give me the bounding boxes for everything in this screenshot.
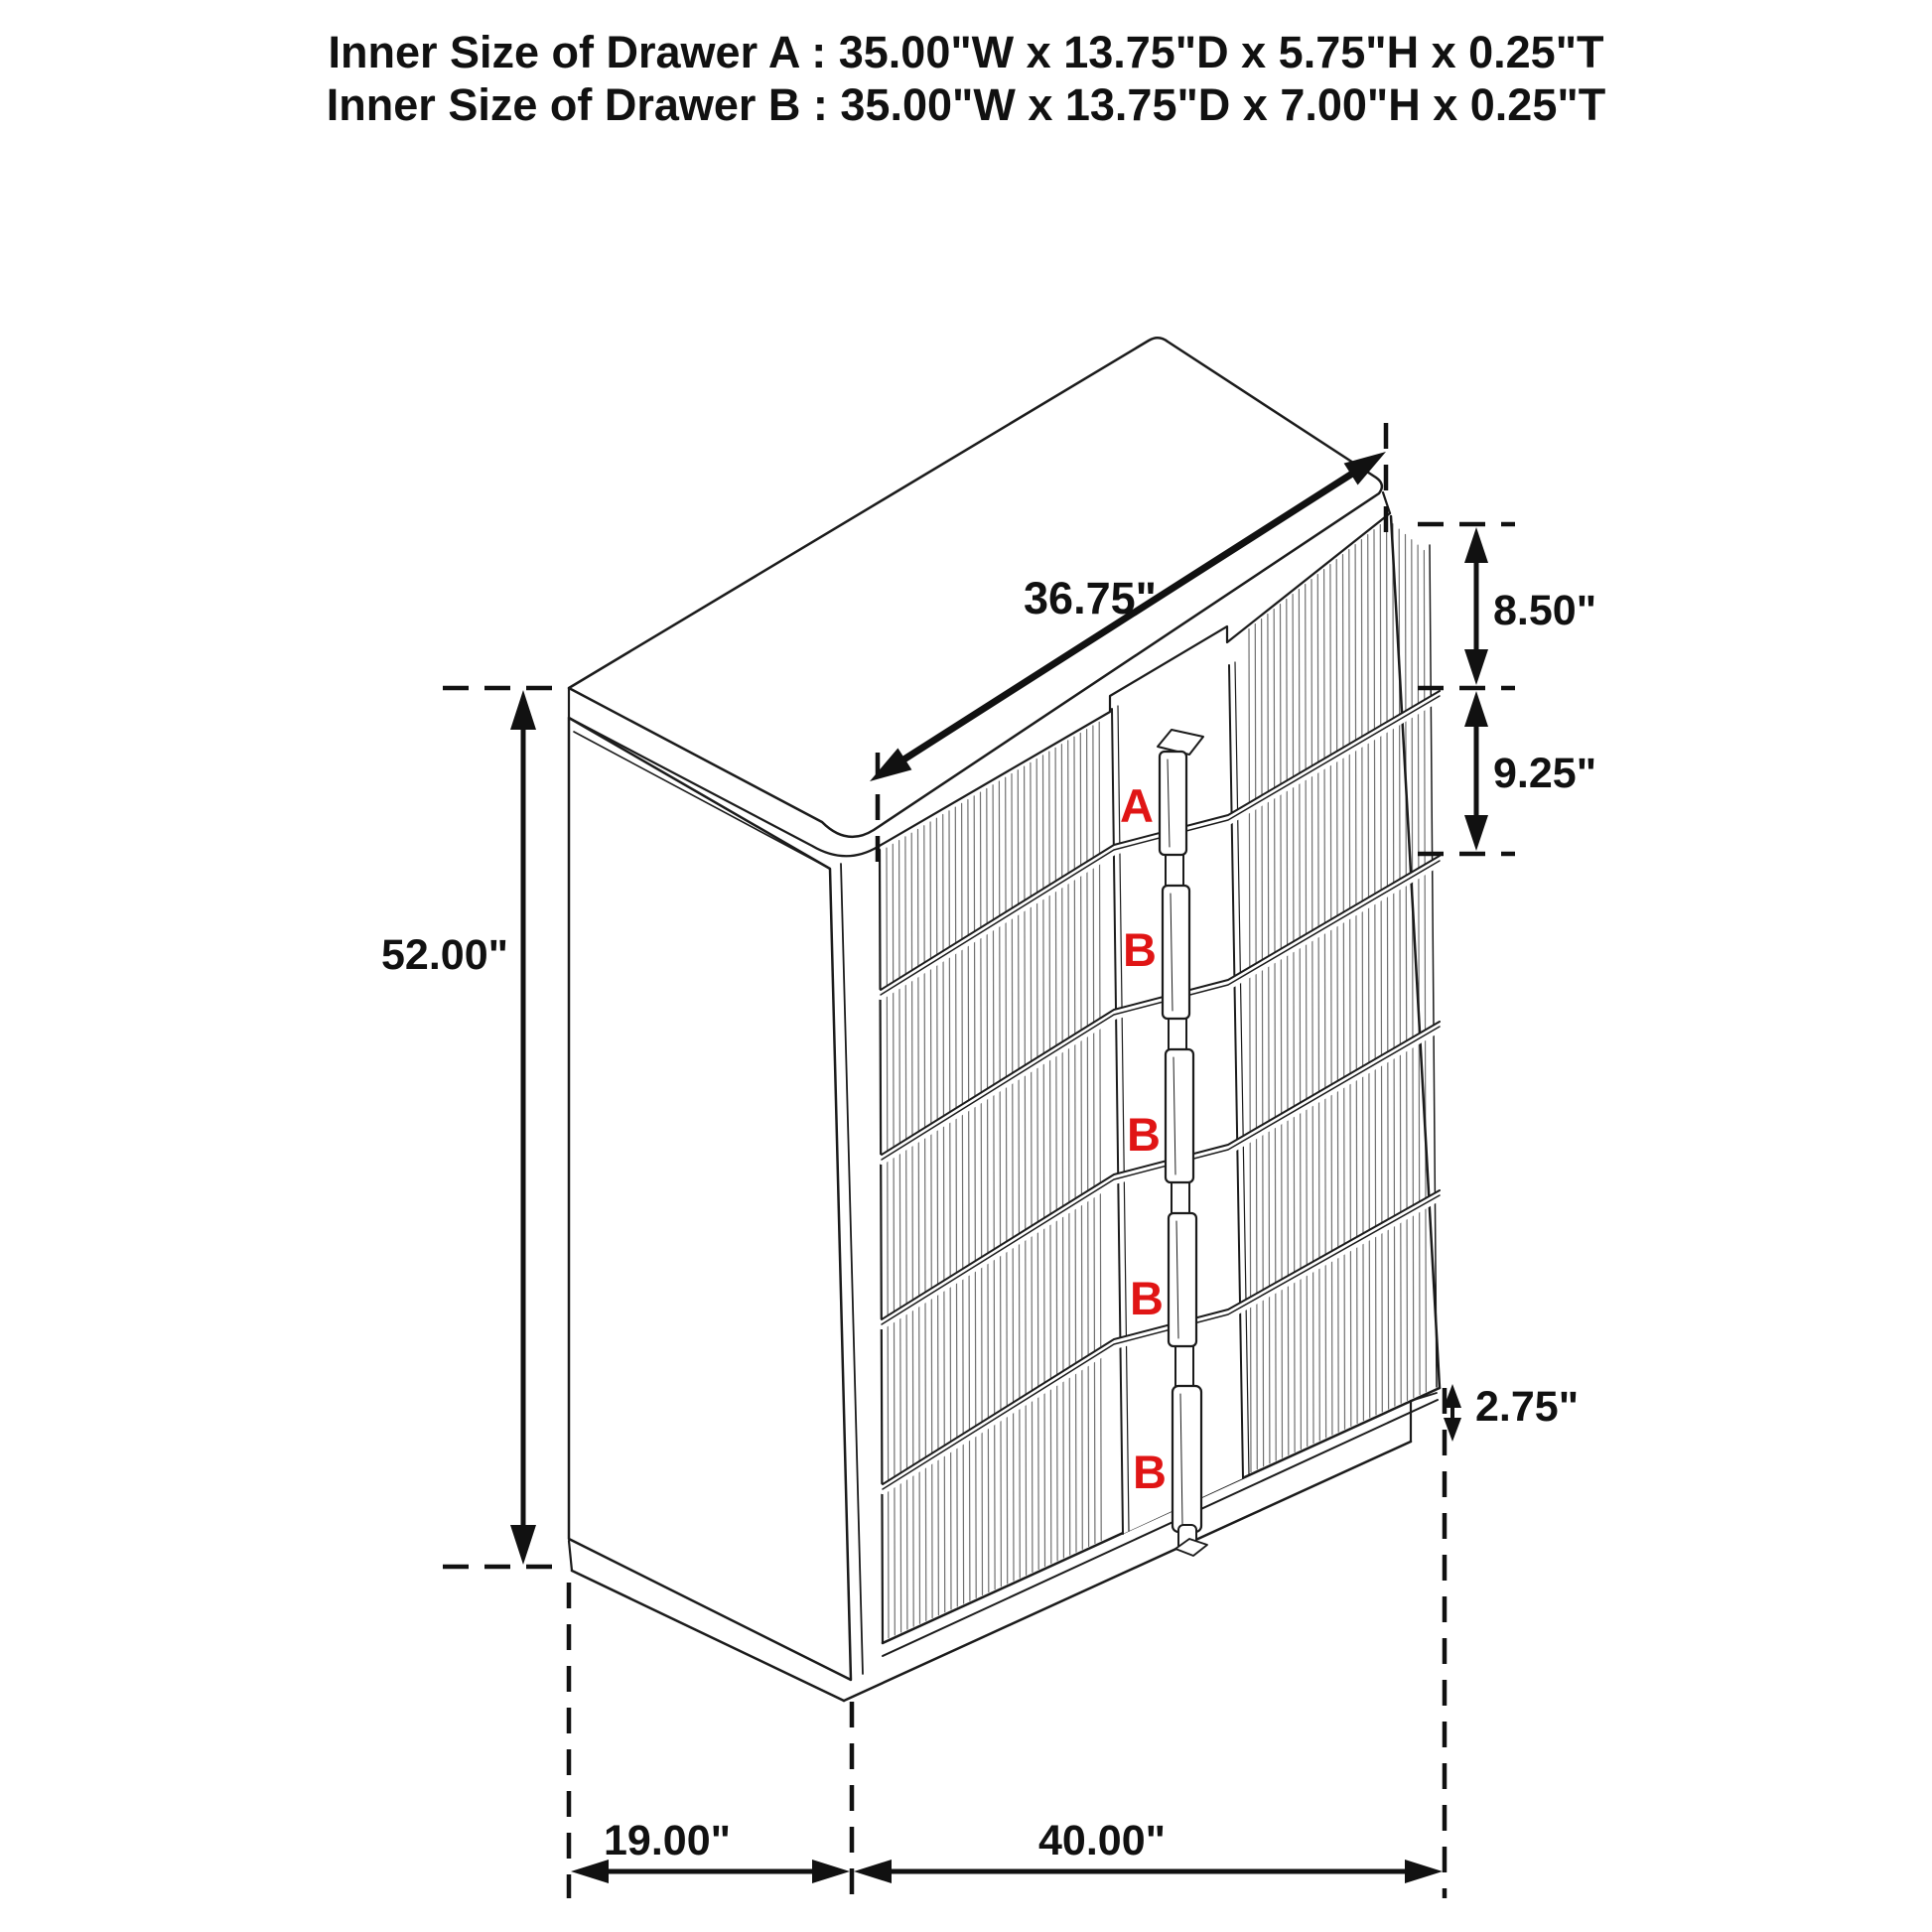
drawer-b1-letter: B (1123, 923, 1157, 976)
cabinet-top-slab (569, 338, 1390, 856)
depth-label: 19.00" (604, 1817, 731, 1864)
cabinet-left-panel (569, 718, 863, 1701)
drawer-b4-letter: B (1133, 1446, 1167, 1498)
title-line-drawer-b: Inner Size of Drawer B : 35.00"W x 13.75"D x 7.00"H x 0.25"T (326, 79, 1606, 130)
drawer-b-height-label: 9.25" (1493, 750, 1597, 797)
title-block (0, 26, 1932, 131)
drawer-b2-letter: B (1127, 1108, 1161, 1161)
drawer-b3-letter: B (1130, 1272, 1164, 1324)
base-height-label: 2.75" (1475, 1383, 1580, 1431)
front-width-label: 40.00" (1038, 1817, 1166, 1864)
overall-height-label: 52.00" (381, 931, 508, 979)
title-line-drawer-a: Inner Size of Drawer A : 35.00"W x 13.75"D x 5.75"H x 0.25"T (328, 27, 1604, 77)
fluting-left-section (887, 722, 1101, 1637)
top-width-label: 36.75" (1024, 573, 1157, 623)
drawer-a-height-label: 8.50" (1493, 587, 1597, 634)
dimension-labels (381, 573, 1596, 1864)
drawer-a-letter: A (1120, 779, 1154, 832)
